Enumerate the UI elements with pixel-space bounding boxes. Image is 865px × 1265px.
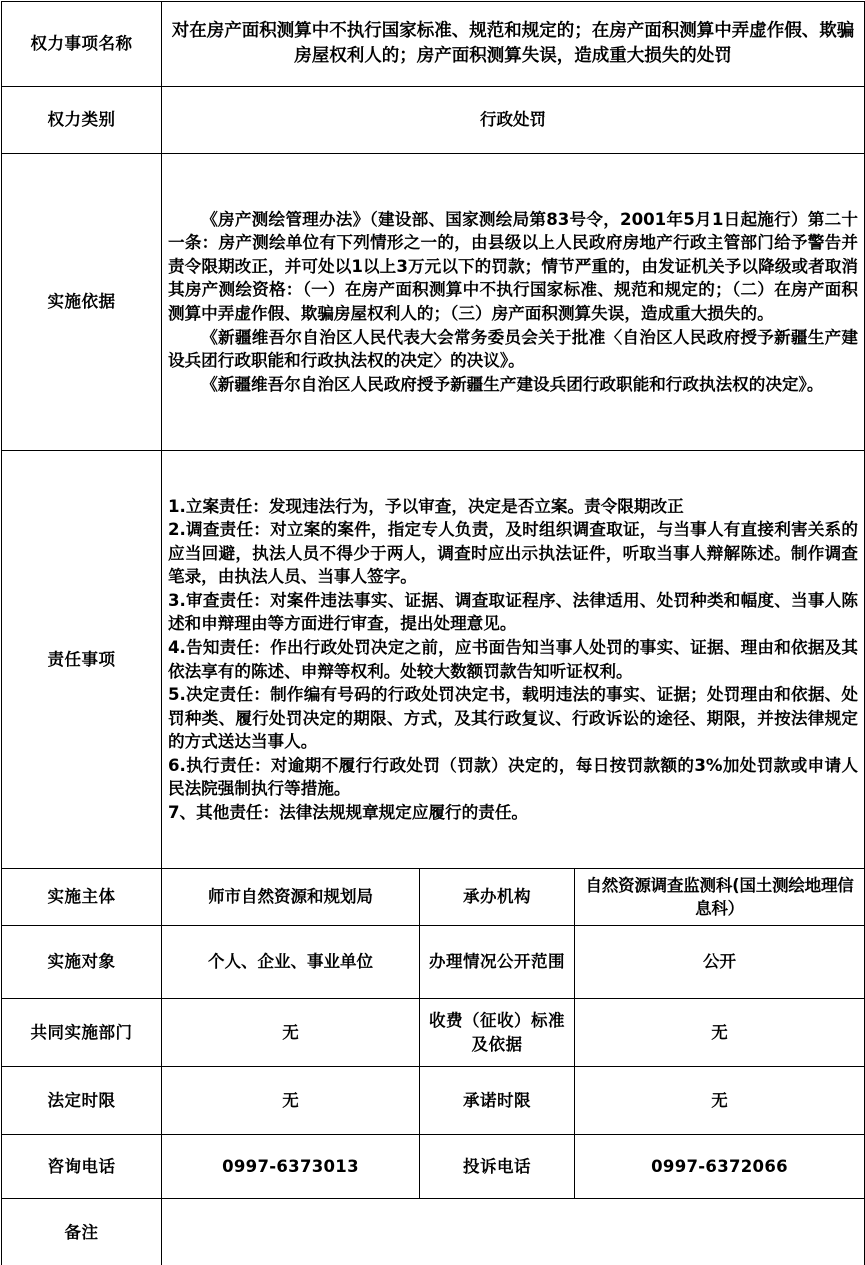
row-label-fee-standard: 收费（征收）标准及依据 bbox=[420, 999, 575, 1067]
table-row-implementation-basis bbox=[2, 154, 865, 451]
row-value-legal-time-limit: 无 bbox=[162, 1067, 420, 1135]
responsibility-item-5: 5.决定责任：制作编有号码的行政处罚决定书，载明违法的事实、证据；处罚理由和依据、处罚种类、履行处罚决定的期限、方式，及其行政复议、行政诉讼的途径、期限，并按法律规定的方式送达当事人。 bbox=[168, 685, 859, 752]
row-value-implementation-subject: 师市自然资源和规划局 bbox=[162, 869, 420, 926]
basis-paragraph-2: 《新疆维吾尔自治区人民代表大会常务委员会关于批准〈自治区人民政府授予新疆生产建设兵团行政职能和行政执法权的决定〉的决议》。 bbox=[168, 327, 859, 371]
row-value-joint-department: 无 bbox=[162, 999, 420, 1067]
row-value-handling-organization: 自然资源调查监测科(国土测绘地理信息科） bbox=[575, 869, 865, 926]
table-row-phone-numbers bbox=[2, 1135, 865, 1199]
row-value-power-category: 行政处罚 bbox=[162, 87, 865, 154]
responsibility-item-6: 6.执行责任：对逾期不履行行政处罚（罚款）决定的，每日按罚款额的3%加处罚款或申请人民法院强制执行等措施。 bbox=[168, 755, 859, 799]
row-value-implementation-basis bbox=[162, 154, 865, 451]
table-row-joint-department bbox=[2, 999, 865, 1067]
row-label-power-category: 权力类别 bbox=[2, 87, 162, 154]
row-label-implementation-subject: 实施主体 bbox=[2, 869, 162, 926]
responsibility-item-2: 2.调查责任：对立案的案件，指定专人负责，及时组织调查取证，与当事人有直接利害关系的应当回避，执法人员不得少于两人，调查时应出示执法证件，听取当事人辩解陈述。制作调查笔录，由执法人员、当事人签字。 bbox=[168, 520, 859, 587]
row-value-complaint-phone: 0997-6372066 bbox=[575, 1135, 865, 1199]
row-value-implementation-object: 个人、企业、事业单位 bbox=[162, 926, 420, 999]
row-label-consult-phone: 咨询电话 bbox=[2, 1135, 162, 1199]
row-value-promised-time-limit: 无 bbox=[575, 1067, 865, 1135]
responsibility-item-1: 1.立案责任：发现违法行为，予以审查，决定是否立案。责令限期改正 bbox=[168, 496, 684, 516]
row-label-power-item-name: 权力事项名称 bbox=[2, 2, 162, 87]
table-row-power-item-name bbox=[2, 2, 865, 87]
row-value-disclosure-scope: 公开 bbox=[575, 926, 865, 999]
power-item-table bbox=[1, 1, 865, 1265]
row-label-disclosure-scope: 办理情况公开范围 bbox=[420, 926, 575, 999]
row-label-remarks: 备注 bbox=[2, 1199, 162, 1265]
table-row-power-category bbox=[2, 87, 865, 154]
row-value-power-item-name: 对在房产面积测算中不执行国家标准、规范和规定的；在房产面积测算中弄虚作假、欺骗房屋权利人的；房产面积测算失误，造成重大损失的处罚 bbox=[162, 2, 865, 87]
row-value-remarks bbox=[162, 1199, 865, 1265]
basis-paragraph-3: 《新疆维吾尔自治区人民政府授予新疆生产建设兵团行政职能和行政执法权的决定》。 bbox=[201, 374, 824, 394]
table-row-implementation-subject bbox=[2, 869, 865, 926]
table-row-implementation-object bbox=[2, 926, 865, 999]
responsibility-item-4: 4.告知责任：作出行政处罚决定之前，应书面告知当事人处罚的事实、证据、理由和依据及其依法享有的陈述、申辩等权利。处较大数额罚款告知听证权利。 bbox=[168, 637, 859, 681]
responsibility-item-7: 7、其他责任：法律法规规章规定应履行的责任。 bbox=[168, 802, 529, 822]
row-label-promised-time-limit: 承诺时限 bbox=[420, 1067, 575, 1135]
row-label-handling-organization: 承办机构 bbox=[420, 869, 575, 926]
row-label-joint-department: 共同实施部门 bbox=[2, 999, 162, 1067]
row-label-implementation-object: 实施对象 bbox=[2, 926, 162, 999]
table-row-responsibility-items bbox=[2, 451, 865, 869]
table-row-legal-time-limit bbox=[2, 1067, 865, 1135]
row-label-implementation-basis: 实施依据 bbox=[2, 154, 162, 451]
table-row-remarks bbox=[2, 1199, 865, 1265]
row-value-responsibility-items bbox=[162, 451, 865, 869]
row-value-consult-phone: 0997-6373013 bbox=[162, 1135, 420, 1199]
row-value-fee-standard: 无 bbox=[575, 999, 865, 1067]
row-label-legal-time-limit: 法定时限 bbox=[2, 1067, 162, 1135]
row-label-complaint-phone: 投诉电话 bbox=[420, 1135, 575, 1199]
responsibility-item-3: 3.审查责任：对案件违法事实、证据、调查取证程序、法律适用、处罚种类和幅度、当事人陈述和申辩理由等方面进行审查，提出处理意见。 bbox=[168, 590, 859, 634]
basis-paragraph-1: 《房产测绘管理办法》（建设部、国家测绘局第83号令，2001年5月1日起施行）第二十一条：房产测绘单位有下列情形之一的，由县级以上人民政府房地产行政主管部门给予警告并责令限期改正，并可处以1以上3万元以下的罚款；情节严重的，由发证机关予以降级或者取消其房产测绘资格：（一）在房产面积测算中不执行国家标准、规范和规定的；（二）在房产面积测算中弄虚作假、欺骗房屋权利人的；（三）房产面积测算失误，造成重大损失的。 bbox=[168, 209, 859, 323]
row-label-responsibility-items: 责任事项 bbox=[2, 451, 162, 869]
